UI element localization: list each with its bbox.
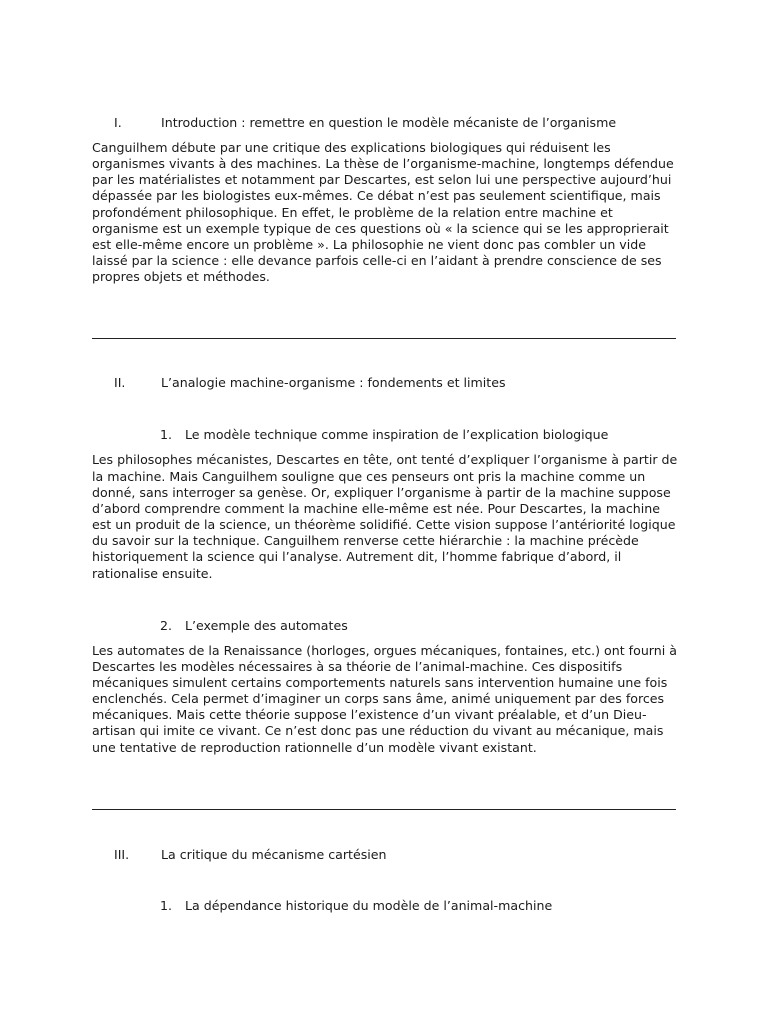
section-title: L’analogie machine-organisme : fondements et limites xyxy=(161,375,506,391)
section-heading-1 xyxy=(92,115,682,131)
horizontal-divider xyxy=(92,338,676,339)
subsection-heading-2-2 xyxy=(92,618,682,634)
subsection-number: 1. xyxy=(160,427,173,443)
section-number: III. xyxy=(114,846,130,862)
subsection-2-1-paragraph: Les philosophes mécanistes, Descartes en tête, ont tenté d’expliquer l’organisme à partir de la machine. Mais Canguilhem souligne que ces penseurs ont pris la machine comme un donné, sans interroger sa genèse. Or, expliquer l’organisme à partir de la machine suppose d’abord comprendre comment la machine elle-même est née. Pour Descartes, la machine est un produit de la science, un théorème solidifié. Cette vision suppose l’antériorité logique du savoir sur la technique. Canguilhem renverse cette hiérarchie : la machine précède historiquement la science qui l’analyse. Autrement dit, l’homme fabrique d’abord, il rationalise ensuite. xyxy=(92,452,678,581)
document-page xyxy=(92,115,682,914)
subsection-heading-3-1 xyxy=(92,898,682,914)
subsection-2-2-paragraph: Les automates de la Renaissance (horloges, orgues mécaniques, fontaines, etc.) ont fourni à Descartes les modèles nécessaires à sa théorie de l’animal-machine. Ces dispositifs mécaniques simulent certains comportements naturels sans intervention humaine une fois enclenchés. Cela permet d’imaginer un corps sans âme, animé uniquement par des forces mécaniques. Mais cette théorie suppose l’existence d’un vivant préalable, et d’un Dieu-artisan qui imite ce vivant. Ce n’est donc pas une réduction du vivant au mécanique, mais une tentative de reproduction rationnelle d’un modèle vivant existant. xyxy=(92,642,677,755)
section-1-paragraph: Canguilhem débute par une critique des explications biologiques qui réduisent les organismes vivants à des machines. La thèse de l’organisme-machine, longtemps défendue par les matérialistes et notamment par Descartes, est selon lui une perspective aujourd’hui dépassée par les biologistes eux-mêmes. Ce débat n’est pas seulement scientifique, mais profondément philosophique. En effet, le problème de la relation entre machine et organisme est un exemple typique de ces questions où « la science qui se les approprierait est elle-même encore un problème ». La philosophie ne vient donc pas combler un vide laissé par la science : elle devance parfois celle-ci en l’aidant à prendre conscience de ses propres objets et méthodes. xyxy=(92,140,674,285)
subsection-title: La dépendance historique du modèle de l’animal-machine xyxy=(185,897,553,913)
subsection-heading-2-1 xyxy=(92,427,682,443)
subsection-title: Le modèle technique comme inspiration de l’explication biologique xyxy=(185,427,609,443)
section-title: La critique du mécanisme cartésien xyxy=(161,846,387,862)
section-number: I. xyxy=(114,115,122,130)
section-number: II. xyxy=(114,375,126,391)
horizontal-divider xyxy=(92,809,676,810)
subsection-number: 2. xyxy=(160,617,173,633)
section-heading-2 xyxy=(92,375,682,391)
section-title: Introduction : remettre en question le modèle mécaniste de l’organisme xyxy=(161,115,617,130)
subsection-number: 1. xyxy=(160,897,173,913)
subsection-title: L’exemple des automates xyxy=(185,617,348,633)
section-heading-3 xyxy=(92,847,682,863)
